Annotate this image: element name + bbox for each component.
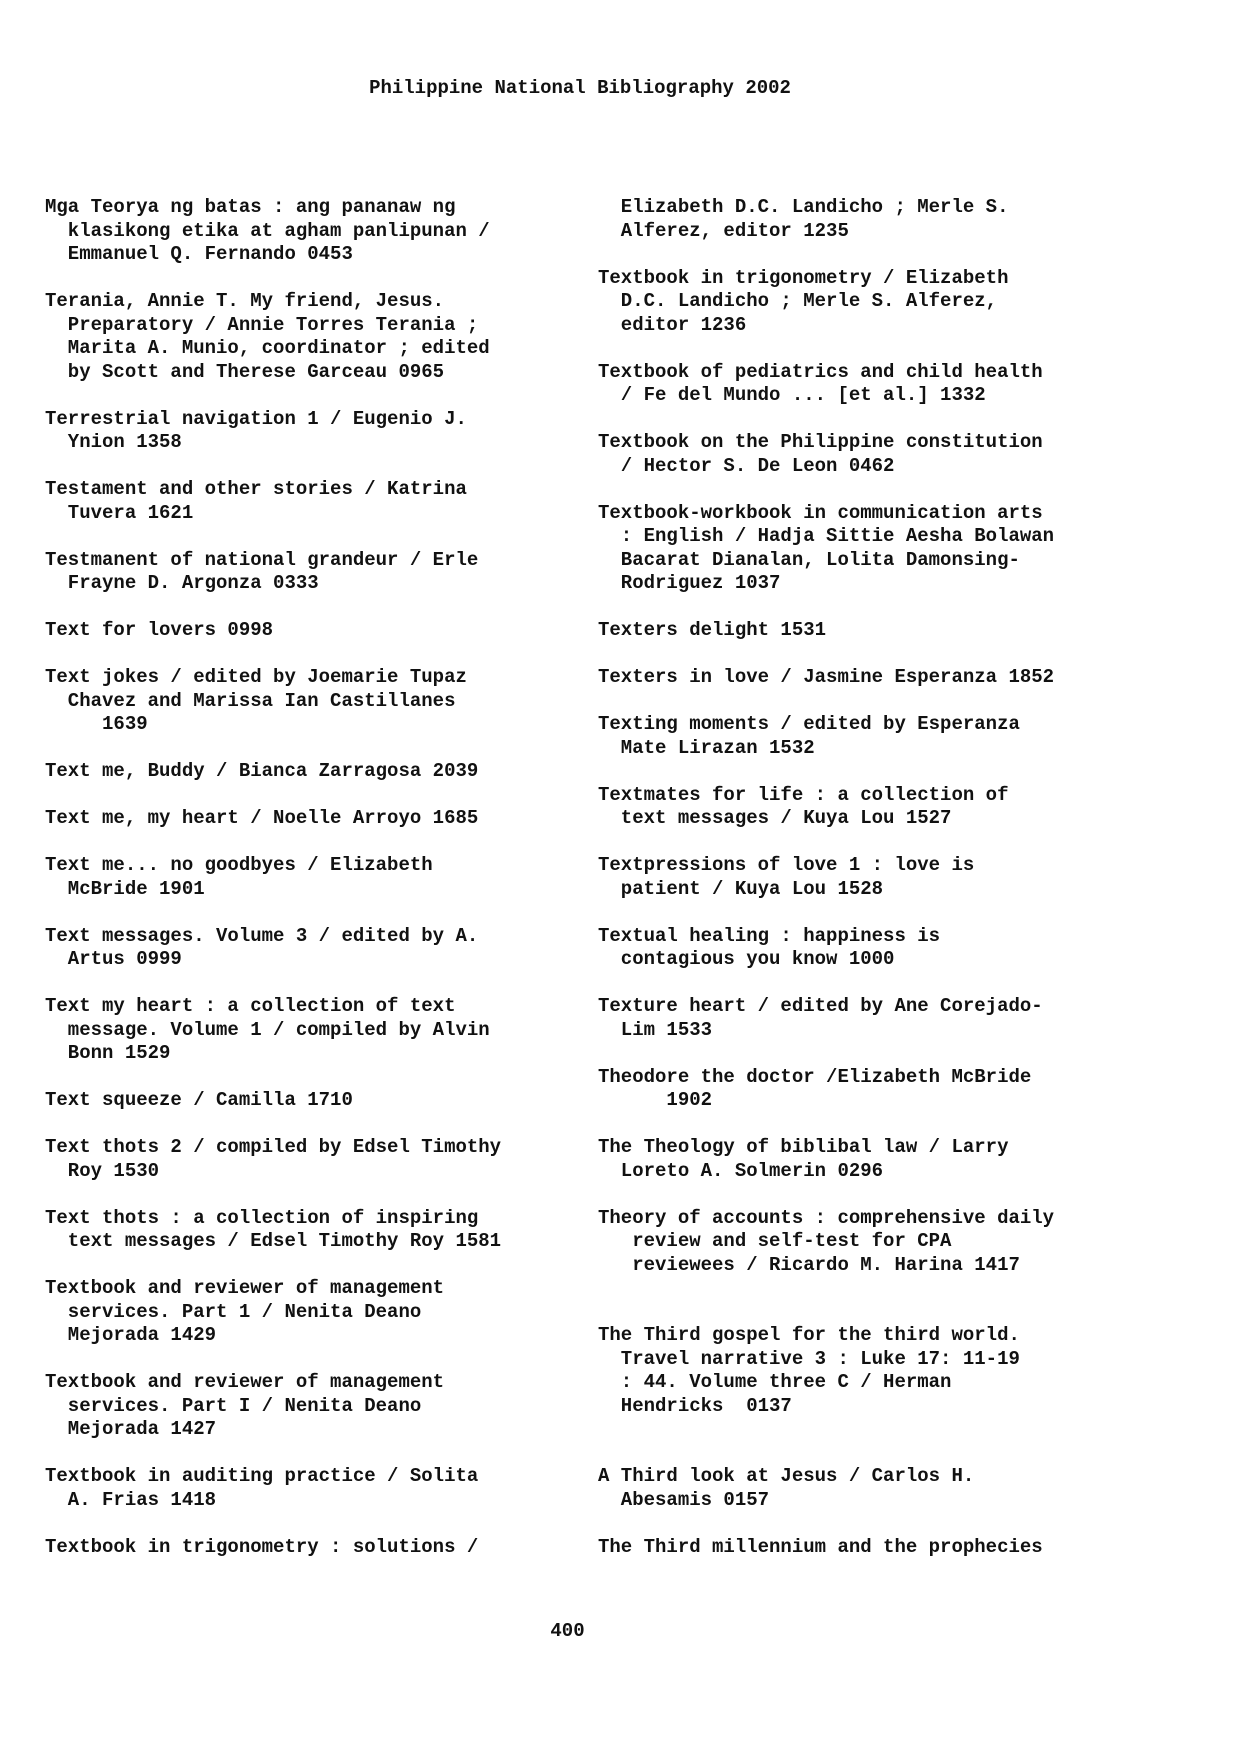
bibliography-entry: The Third millennium and the prophecies [598,1535,1043,1558]
bibliography-entry: Mga Teorya ng batas : ang pananaw ng klasikong etika at agham panlipunan / Emmanuel Q. Fernando 0453 [45,196,490,265]
bibliography-entry: Textbook in auditing practice / Solita A. Frias 1418 [45,1465,479,1511]
bibliography-entry: Theodore the doctor /Elizabeth McBride 1902 [598,1065,1032,1111]
bibliography-entry: Textbook and reviewer of management services. Part I / Nenita Deano Mejorada 1427 [45,1371,445,1440]
bibliography-entry: Text me, Buddy / Bianca Zarragosa 2039 [45,760,479,782]
bibliography-entry: A Third look at Jesus / Carlos H. Abesamis 0157 [598,1465,975,1511]
page-number: 400 [550,1620,585,1642]
bibliography-entry: Textbook on the Philippine constitution / Hector S. De Leon 0462 [598,431,1043,477]
bibliography-entry: Textual healing : happiness is contagious you know 1000 [598,924,941,970]
page-header: Philippine National Bibliography 2002 [369,77,791,99]
bibliography-entry: Text messages. Volume 3 / edited by A. Artus 0999 [45,924,479,970]
bibliography-entry: Text my heart : a collection of text message. Volume 1 / compiled by Alvin Bonn 1529 [45,995,490,1064]
bibliography-entry: Testament and other stories / Katrina Tuvera 1621 [45,478,467,524]
bibliography-entry: Textbook of pediatrics and child health / Fe del Mundo ... [et al.] 1332 [598,360,1043,406]
bibliography-entry: Texters delight 1531 [598,619,827,641]
bibliography-entry: Text thots 2 / compiled by Edsel Timothy Roy 1530 [45,1136,502,1182]
bibliography-entry: Textbook in trigonometry : solutions / [45,1535,479,1558]
bibliography-entry: Terrestrial navigation 1 / Eugenio J. Ynion 1358 [45,407,467,453]
bibliography-entry: The Third gospel for the third world. Travel narrative 3 : Luke 17: 11-19 : 44. Volume three C / Herman Hendricks 0137 [598,1324,1020,1417]
bibliography-entry: Textmates for life : a collection of text messages / Kuya Lou 1527 [598,783,1009,829]
bibliography-entry: Text for lovers 0998 [45,619,274,641]
bibliography-entry: Textpressions of love 1 : love is patient / Kuya Lou 1528 [598,854,975,900]
bibliography-entry: Textbook in trigonometry / Elizabeth D.C. Landicho ; Merle S. Alferez, editor 1236 [598,266,1009,336]
bibliography-entry: Text jokes / edited by Joemarie Tupaz Chavez and Marissa Ian Castillanes 1639 [45,666,467,735]
bibliography-entry: The Theology of biblibal law / Larry Loreto A. Solmerin 0296 [598,1136,1009,1182]
bibliography-entry: Textbook and reviewer of management services. Part 1 / Nenita Deano Mejorada 1429 [45,1277,445,1346]
bibliography-entry: Terania, Annie T. My friend, Jesus. Preparatory / Annie Torres Terania ; Marita A. Munio, coordinator ; edited by Scott and Therese Garceau 0965 [45,290,490,383]
bibliography-entry: Text me, my heart / Noelle Arroyo 1685 [45,807,479,829]
bibliography-entry: Text squeeze / Camilla 1710 [45,1089,353,1111]
bibliography-entry: Texting moments / edited by Esperanza Mate Lirazan 1532 [598,713,1020,759]
bibliography-entry: Text thots : a collection of inspiring text messages / Edsel Timothy Roy 1581 [45,1206,502,1252]
bibliography-entry: Testmanent of national grandeur / Erle Frayne D. Argonza 0333 [45,548,479,594]
bibliography-entry: Theory of accounts : comprehensive daily review and self-test for CPA reviewees / Ricardo M. Harina 1417 [598,1206,1055,1276]
bibliography-entry: Text me... no goodbyes / Elizabeth McBride 1901 [45,854,433,900]
left-column [45,196,585,1583]
bibliography-entry: Elizabeth D.C. Landicho ; Merle S. Alferez, editor 1235 [620,196,1009,242]
bibliography-entry: Texters in love / Jasmine Esperanza 1852 [598,666,1055,688]
bibliography-entry: Textbook-workbook in communication arts : English / Hadja Sittie Aesha Bolawan Bacarat Dianalan, Lolita Damonsing- Rodriguez 1037 [598,501,1055,594]
right-column [598,196,1138,1583]
bibliography-entry: Texture heart / edited by Ane Corejado- Lim 1533 [598,995,1043,1041]
